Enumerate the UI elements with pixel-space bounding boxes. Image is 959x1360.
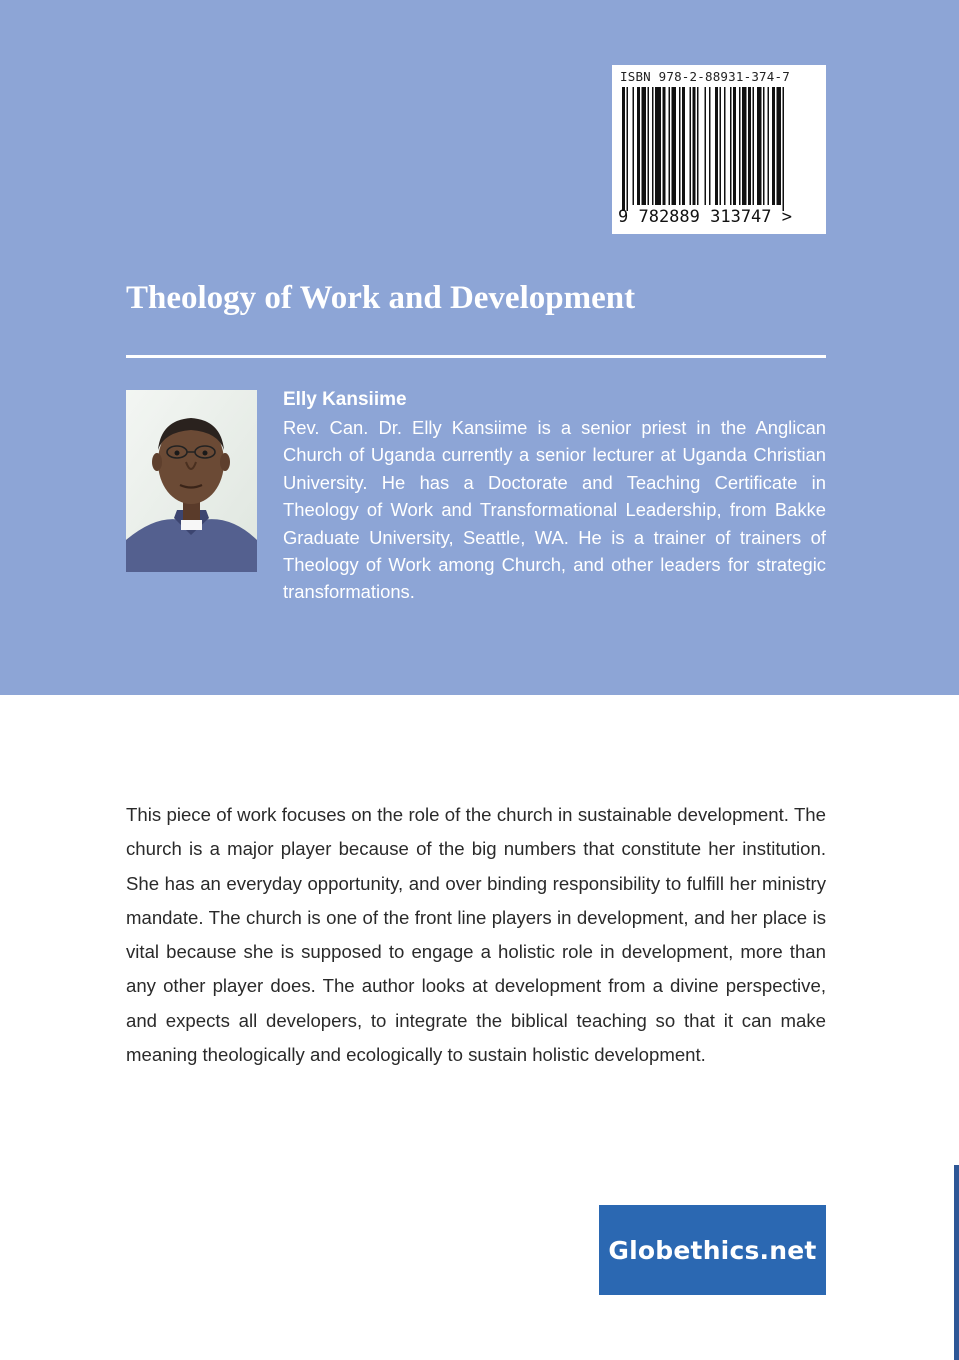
edge-strip <box>954 1165 959 1360</box>
author-name: Elly Kansiime <box>283 389 407 410</box>
barcode-bar <box>763 87 765 205</box>
barcode-bar <box>705 87 707 205</box>
barcode-bars <box>622 87 816 211</box>
barcode-bar <box>768 87 770 205</box>
barcode-bar <box>679 87 681 205</box>
barcode-bar <box>622 87 625 211</box>
barcode-bar <box>648 87 650 205</box>
barcode-bar <box>652 87 654 205</box>
book-title: Theology of Work and Development <box>126 280 636 316</box>
barcode-bar <box>693 87 696 205</box>
barcode-bar <box>724 87 726 205</box>
barcode-bar <box>697 87 699 205</box>
barcode-bar <box>730 87 732 205</box>
barcode-bar <box>655 87 661 205</box>
barcode-bar <box>720 87 722 205</box>
book-description: This piece of work focuses on the role of the church in sustainable development. The church is a major player because of the big numbers that constitute her institution. She has an everyday opportunity, and over binding responsibility to fulfill her ministry mandate. The church is one of the front line players in development, and her place is vital because she is supposed to engage a holistic role in development, more than any other player does. The author looks at development from a divine perspective, and expects all developers, to integrate the biblical teaching so that it can make meaning theologically and ecologically to sustain holistic development. <box>126 804 826 1066</box>
barcode-bar <box>669 87 671 205</box>
author-portrait <box>126 390 257 572</box>
barcode-bar <box>757 87 762 205</box>
barcode-bar <box>772 87 775 205</box>
barcode-bar <box>690 87 692 205</box>
barcode-bar <box>753 87 755 205</box>
barcode-digits: 9 782889 313747 > <box>618 207 792 227</box>
barcode-bar <box>642 87 647 205</box>
barcode-bar <box>777 87 782 205</box>
title-divider <box>126 355 826 358</box>
barcode-bar <box>733 87 736 205</box>
barcode-bar <box>748 87 751 205</box>
publisher-logo <box>599 1205 826 1295</box>
barcode-bar <box>672 87 677 205</box>
barcode-bar <box>627 87 629 211</box>
barcode-bar <box>682 87 685 205</box>
barcode-bar <box>739 87 741 205</box>
isbn-label: ISBN 978-2-88931-374-7 <box>620 69 790 84</box>
barcode-bar <box>637 87 640 205</box>
author-bio: Rev. Can. Dr. Elly Kansiime is a senior priest in the Anglican Church of Uganda currently a senior lecturer at Uganda Christian University. He has a Doctorate and Teaching Certificate in Theology of Work and Transformational Leadership, from Bakke Graduate University, Seattle, WA. He is a trainer of trainers of Theology of Work among Church, and other leaders for strategic transformations. <box>283 417 826 603</box>
barcode-bar <box>709 87 711 205</box>
barcode-bar <box>715 87 718 205</box>
barcode-bar <box>783 87 785 211</box>
barcode-bar <box>633 87 635 205</box>
barcode-bar <box>742 87 747 205</box>
barcode-bar <box>663 87 666 205</box>
publisher-logo-text: Globethics.net <box>608 1235 817 1265</box>
isbn-barcode <box>612 65 826 234</box>
